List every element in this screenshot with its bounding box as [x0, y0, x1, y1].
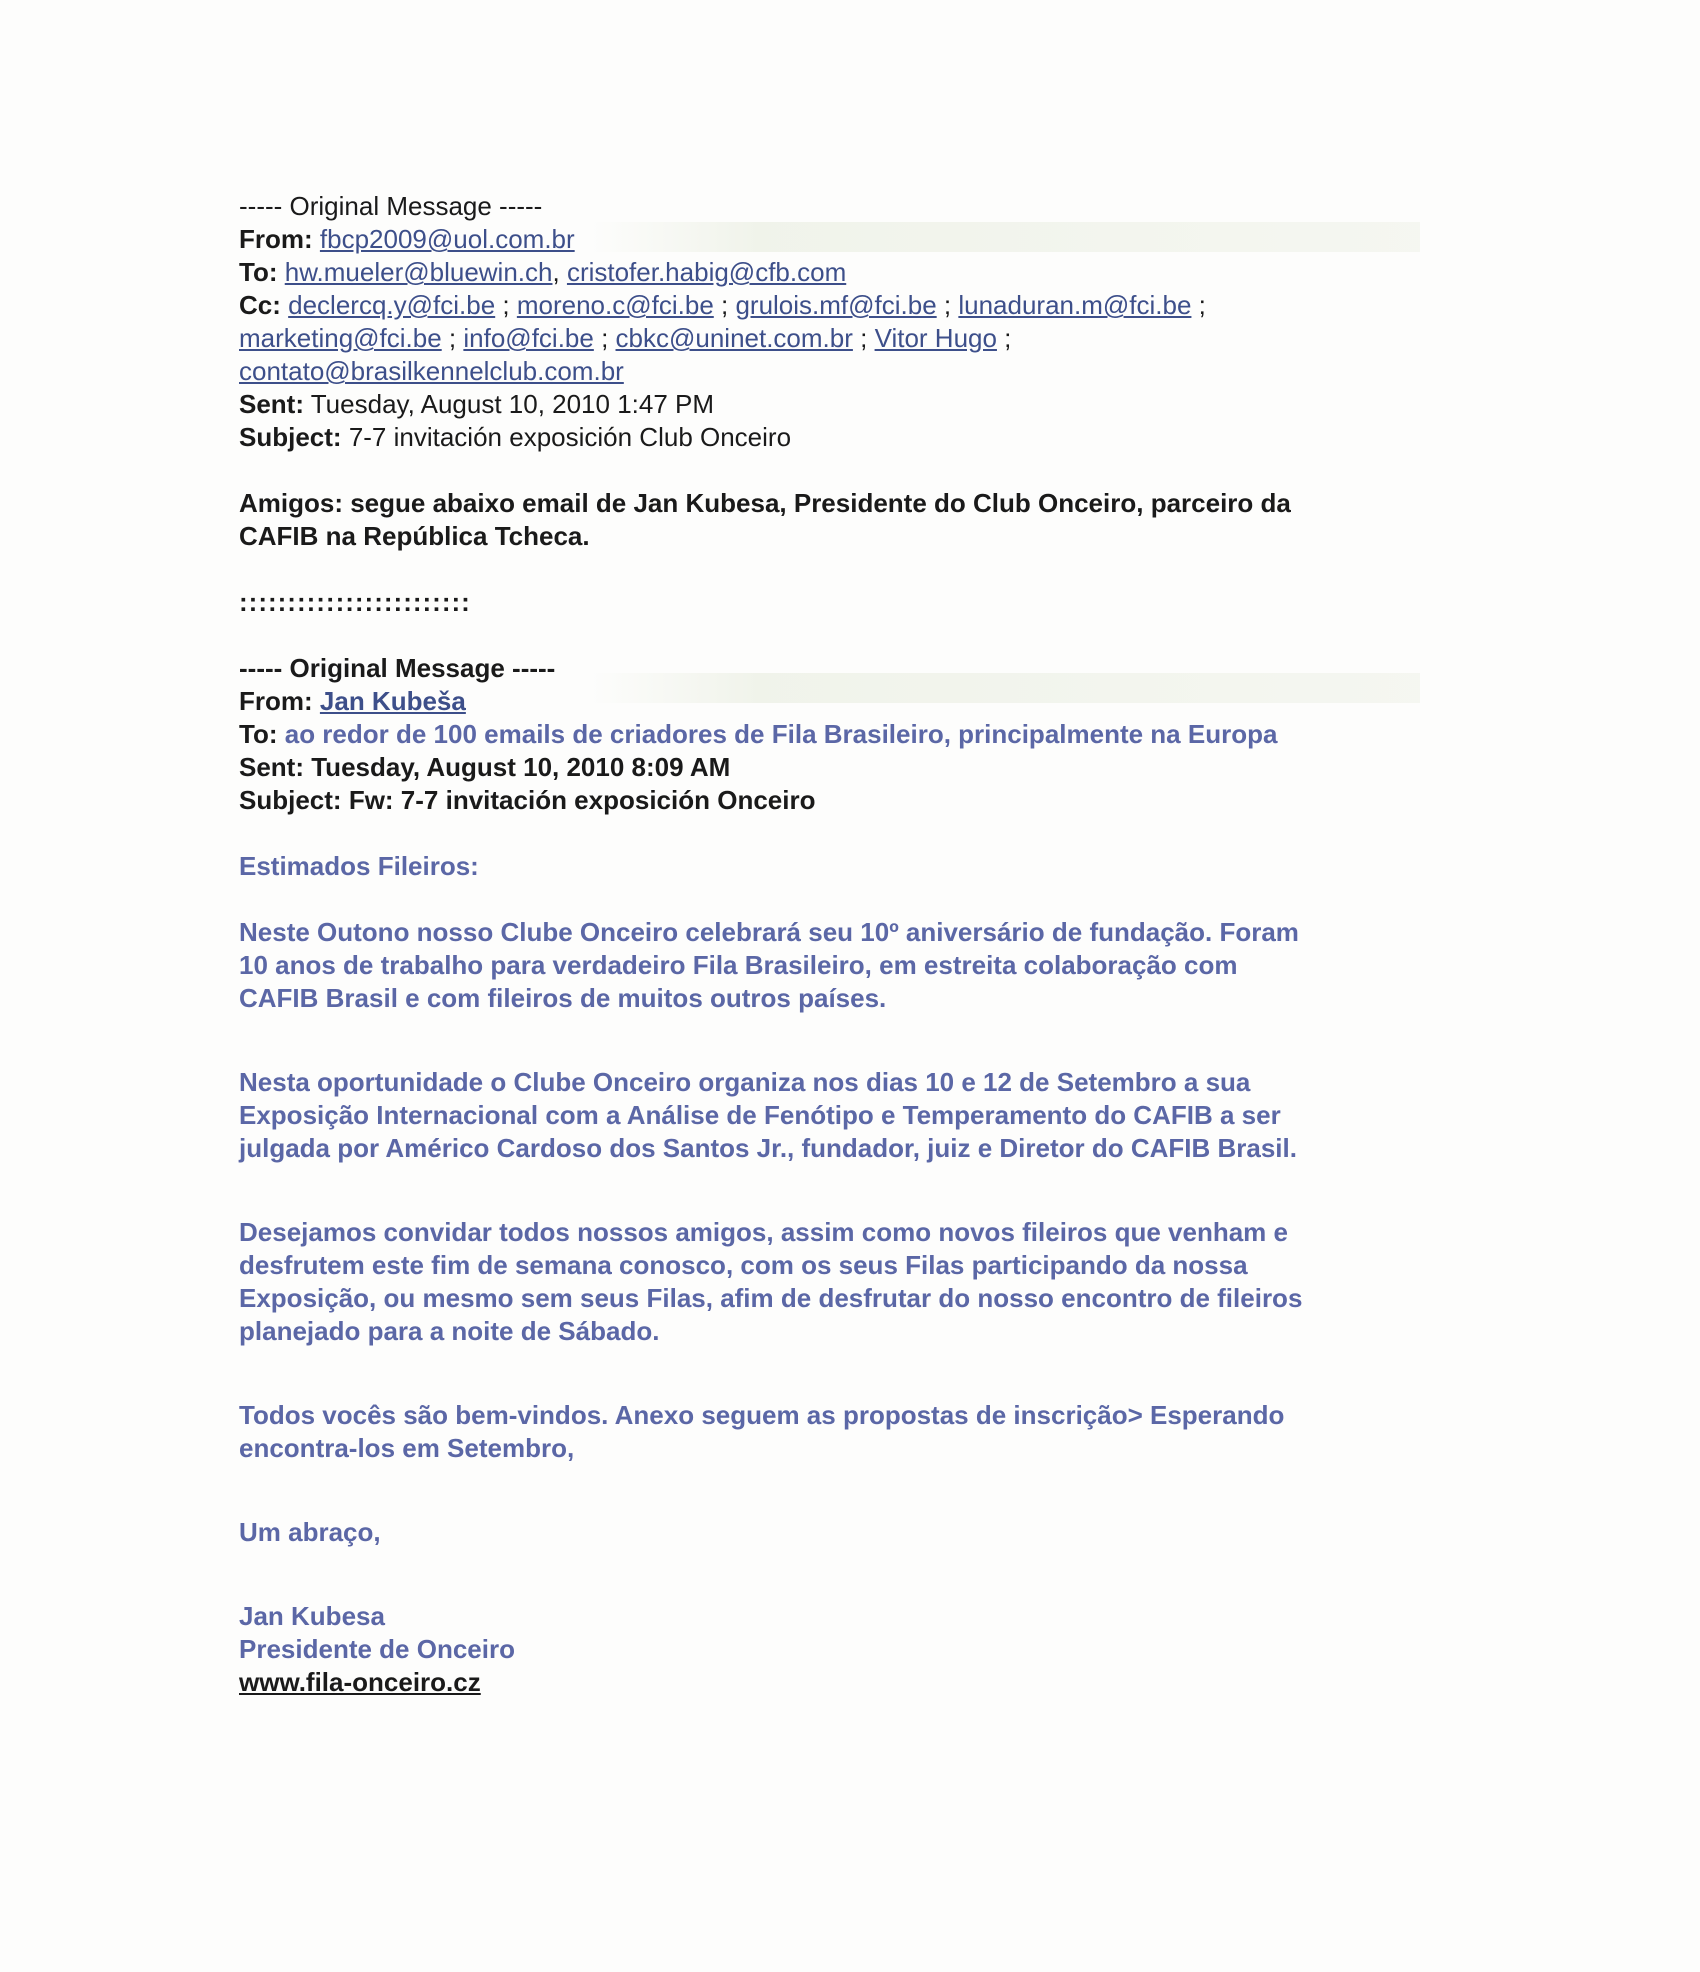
to-row: [239, 718, 1439, 751]
cc-email-link[interactable]: contato@brasilkennelclub.com.br: [239, 356, 624, 386]
email-content: [239, 190, 1439, 1699]
intro-line: Amigos: segue abaixo email de Jan Kubesa, Presidente do Club Onceiro, parceiro da: [239, 488, 1291, 518]
paragraph-line: 10 anos de trabalho para verdadeiro Fila Brasileiro, em estreita colaboração com: [239, 950, 1238, 980]
paragraph-line: Todos vocês são bem-vindos. Anexo seguem as propostas de inscrição> Esperando: [239, 1400, 1285, 1430]
from-row: [239, 685, 1439, 718]
cc-email-link[interactable]: declercq.y@fci.be: [288, 290, 496, 320]
cc-email-link[interactable]: moreno.c@fci.be: [516, 290, 714, 320]
sent-value: Tuesday, August 10, 2010 8:09 AM: [311, 752, 731, 782]
sent-row: [239, 388, 1439, 421]
message-separator: ----- Original Message -----: [239, 191, 543, 221]
paragraph-line: julgada por Américo Cardoso dos Santos Jr., fundador, juiz e Diretor do CAFIB Brasil.: [239, 1133, 1297, 1163]
paragraph-line: encontra-los em Setembro,: [239, 1433, 575, 1463]
paragraph-line: desfrutem este fim de semana conosco, com os seus Filas participando da nossa: [239, 1250, 1248, 1280]
signature-title: Presidente de Onceiro: [239, 1634, 515, 1664]
body-paragraph-4: [239, 1399, 1439, 1465]
paragraph-line: Nesta oportunidade o Clube Onceiro organiza nos dias 10 e 12 de Setembro a sua: [239, 1067, 1251, 1097]
subject-value: 7-7 invitación exposición Club Onceiro: [348, 422, 792, 452]
body-paragraph-2: [239, 1066, 1439, 1165]
cc-row-continued: marketing@fci.be ; info@fci.be ; cbkc@uninet.com.br ; Vitor Hugo ;: [239, 323, 1012, 353]
to-value: ao redor de 100 emails de criadores de Fila Brasileiro, principalmente na Europa: [284, 719, 1278, 749]
cc-email-link[interactable]: marketing@fci.be: [239, 323, 442, 353]
paragraph-line: Desejamos convidar todos nossos amigos, assim como novos fileiros que venham e: [239, 1217, 1288, 1247]
intro-line: CAFIB na República Tcheca.: [239, 521, 590, 551]
body-paragraph-3: [239, 1216, 1439, 1348]
from-sender-link[interactable]: Jan Kubeša: [319, 686, 466, 716]
signature-name: Jan Kubesa: [239, 1601, 385, 1631]
cc-contact-link[interactable]: Vitor Hugo: [874, 323, 997, 353]
closing: Um abraço,: [239, 1517, 381, 1547]
paragraph-line: planejado para a noite de Sábado.: [239, 1316, 660, 1346]
paragraph-line: Neste Outono nosso Clube Onceiro celebrará seu 10º aniversário de fundação. Foram: [239, 917, 1299, 947]
to-email-link[interactable]: cristofer.habig@cfb.com: [566, 257, 847, 287]
paragraph-line: CAFIB Brasil e com fileiros de muitos outros países.: [239, 983, 887, 1013]
body-paragraph-1: [239, 916, 1439, 1015]
cc-email-link[interactable]: info@fci.be: [463, 323, 594, 353]
signature-website-link[interactable]: www.fila-onceiro.cz: [239, 1667, 481, 1697]
cc-email-link[interactable]: grulois.mf@fci.be: [735, 290, 937, 320]
subject-row: [239, 421, 1439, 454]
to-label: To:: [239, 719, 278, 749]
cc-email-link[interactable]: cbkc@uninet.com.br: [615, 323, 853, 353]
cc-row-continued: [239, 355, 1439, 388]
sent-label: Sent:: [239, 752, 304, 782]
cc-row: Cc: declercq.y@fci.be ; moreno.c@fci.be ; grulois.mf@fci.be ; lunaduran.m@fci.be ;: [239, 290, 1206, 320]
subject-label: Subject:: [239, 785, 342, 815]
greeting: Estimados Fileiros:: [239, 851, 479, 881]
from-email-link[interactable]: fbcp2009@uol.com.br: [319, 224, 575, 254]
cc-label: Cc:: [239, 290, 281, 320]
sent-label: Sent:: [239, 389, 304, 419]
paragraph-line: Exposição, ou mesmo sem seus Filas, afim de desfrutar do nosso encontro de fileiros: [239, 1283, 1303, 1313]
sent-row: [239, 751, 1439, 784]
subject-row: [239, 784, 1439, 817]
from-row: [239, 223, 1439, 256]
from-label: From:: [239, 224, 313, 254]
to-row: To: hw.mueler@bluewin.ch, cristofer.habig@cfb.com: [239, 257, 847, 287]
subject-value: Fw: 7-7 invitación exposición Onceiro: [348, 785, 816, 815]
to-email-link[interactable]: hw.mueler@bluewin.ch: [284, 257, 553, 287]
paragraph-line: Exposição Internacional com a Análise de Fenótipo e Temperamento do CAFIB a ser: [239, 1100, 1281, 1130]
message-separator: ----- Original Message -----: [239, 653, 556, 683]
subject-label: Subject:: [239, 422, 342, 452]
to-label: To:: [239, 257, 278, 287]
cc-email-link[interactable]: lunaduran.m@fci.be: [958, 290, 1192, 320]
sent-value: Tuesday, August 10, 2010 1:47 PM: [310, 389, 715, 419]
from-label: From:: [239, 686, 313, 716]
divider: ::::::::::::::::::::::::: [239, 587, 471, 617]
